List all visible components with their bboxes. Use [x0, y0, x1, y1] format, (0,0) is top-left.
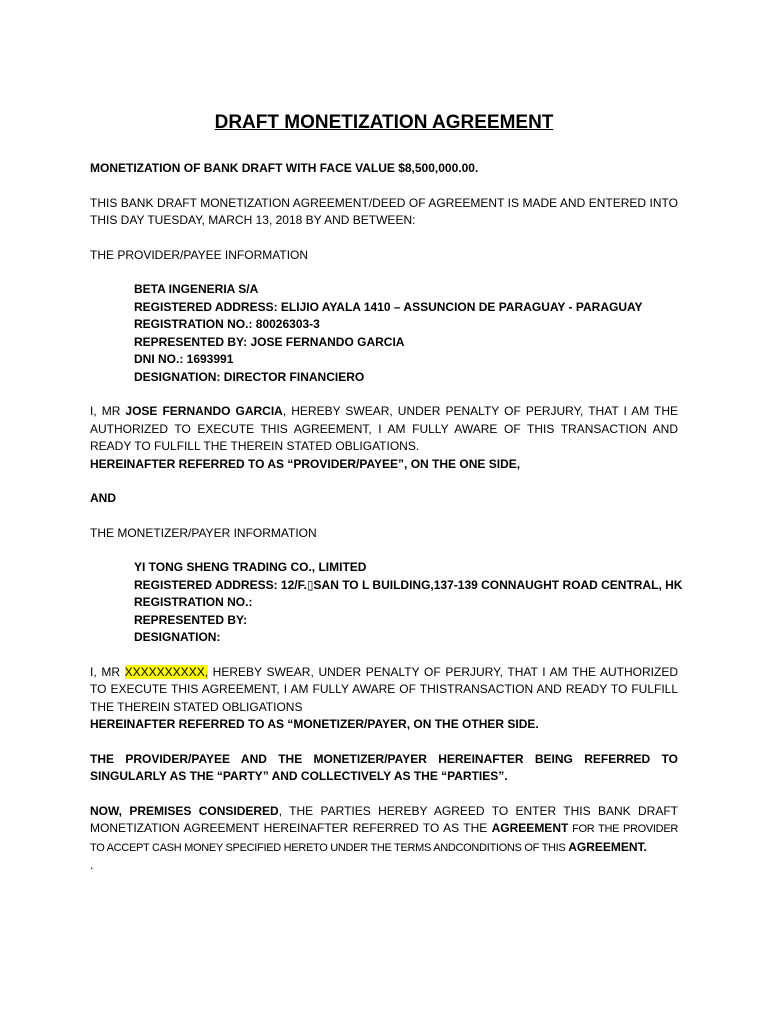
premises-agreement: AGREEMENT	[491, 821, 569, 835]
monetizer-registration: REGISTRATION NO.:	[134, 595, 253, 609]
monetizer-address: REGISTERED ADDRESS: 12/F.▯SAN TO L BUILDING,137-139 CONNAUGHT ROAD CENTRAL, HK	[134, 577, 683, 592]
monetizer-heading: THE MONETIZER/PAYER INFORMATION	[90, 525, 317, 540]
and-label: AND	[90, 491, 116, 505]
oath-prefix: I, MR	[90, 404, 126, 418]
provider-referred: HEREINAFTER REFERRED TO AS “PROVIDER/PAYEE”, ON THE ONE SIDE,	[90, 456, 521, 471]
monetizer-referred: HEREINAFTER REFERRED TO AS “MONETIZER/PAYER, ON THE OTHER SIDE.	[90, 717, 539, 731]
monetizer-company: YI TONG SHENG TRADING CO., LIMITED	[134, 560, 367, 574]
monetizer-details	[90, 559, 683, 647]
provider-designation: DESIGNATION: DIRECTOR FINANCIERO	[134, 369, 365, 384]
premises-text-2: FOR THE PROVIDER TO ACCEPT CASH MONEY SPECIFIED HERETO UNDER THE TERMS ANDCONDITIONS OF THIS	[90, 823, 679, 854]
subject-line: MONETIZATION OF BANK DRAFT WITH FACE VALUE $8,500,000.00.	[90, 161, 479, 175]
premises-agreement-end: AGREEMENT.	[568, 839, 647, 854]
provider-registration: REGISTRATION NO.: 80026303-3	[134, 317, 320, 331]
intro-paragraph: THIS BANK DRAFT MONETIZATION AGREEMENT/DEED OF AGREEMENT IS MADE AND ENTERED INTO THIS DAY TUESDAY, MARCH 13, 2018 BY AND BETWEEN:	[90, 195, 678, 227]
provider-oath-text: , HEREBY SWEAR, UNDER PENALTY OF PERJURY, THAT I AM THE AUTHORIZED TO EXECUTE THIS AGREEMENT, I AM FULLY AWARE OF THIS TRANSACTION AND READY TO FULFILL THE THEREIN STATED OBLIGATIONS.	[90, 404, 679, 453]
oath-prefix: I, MR	[90, 664, 125, 679]
monetizer-oath-name-highlight: XXXXXXXXXX,	[124, 664, 209, 679]
premises-text-1: , THE PARTIES HEREBY AGREED TO ENTER THIS BANK DRAFT MONETIZATION AGREEMENT HEREINAFTER REFERRED TO AS THE	[90, 803, 678, 835]
monetizer-oath-text: HEREBY SWEAR, UNDER PENALTY OF PERJURY, THAT I AM THE AUTHORIZED TO EXECUTE THIS AGREEMENT, I AM FULLY AWARE OF THISTRANSACTION AND READY TO FULFILL THE THEREIN STATED OBLIGATIONS	[90, 664, 679, 714]
provider-heading: THE PROVIDER/PAYEE INFORMATION	[90, 247, 309, 262]
provider-dni: DNI NO.: 1693991	[134, 352, 234, 366]
provider-company: BETA INGENERIA S/A	[134, 282, 259, 296]
provider-represented-by: REPRESENTED BY: JOSE FERNANDO GARCIA	[134, 334, 405, 349]
provider-oath-name: JOSE FERNANDO GARCIA	[125, 404, 283, 418]
trailing-dot: .	[90, 858, 94, 872]
provider-oath	[90, 403, 678, 456]
premises-paragraph	[90, 803, 678, 858]
provider-address: REGISTERED ADDRESS: ELIJIO AYALA 1410 – ASSUNCION DE PARAGUAY - PARAGUAY	[134, 299, 643, 314]
document-title: DRAFT MONETIZATION AGREEMENT	[214, 112, 554, 133]
monetizer-represented-by: REPRESENTED BY:	[134, 612, 248, 627]
provider-details	[90, 281, 678, 386]
monetizer-designation: DESIGNATION:	[134, 630, 221, 644]
monetizer-oath	[90, 664, 678, 717]
premises-lead: NOW, PREMISES CONSIDERED	[90, 803, 279, 818]
parties-paragraph: THE PROVIDER/PAYEE AND THE MONETIZER/PAYER HEREINAFTER BEING REFERRED TO SINGULARLY AS THE “PARTY” AND COLLECTIVELY AS THE “PARTIES”.	[90, 751, 678, 783]
